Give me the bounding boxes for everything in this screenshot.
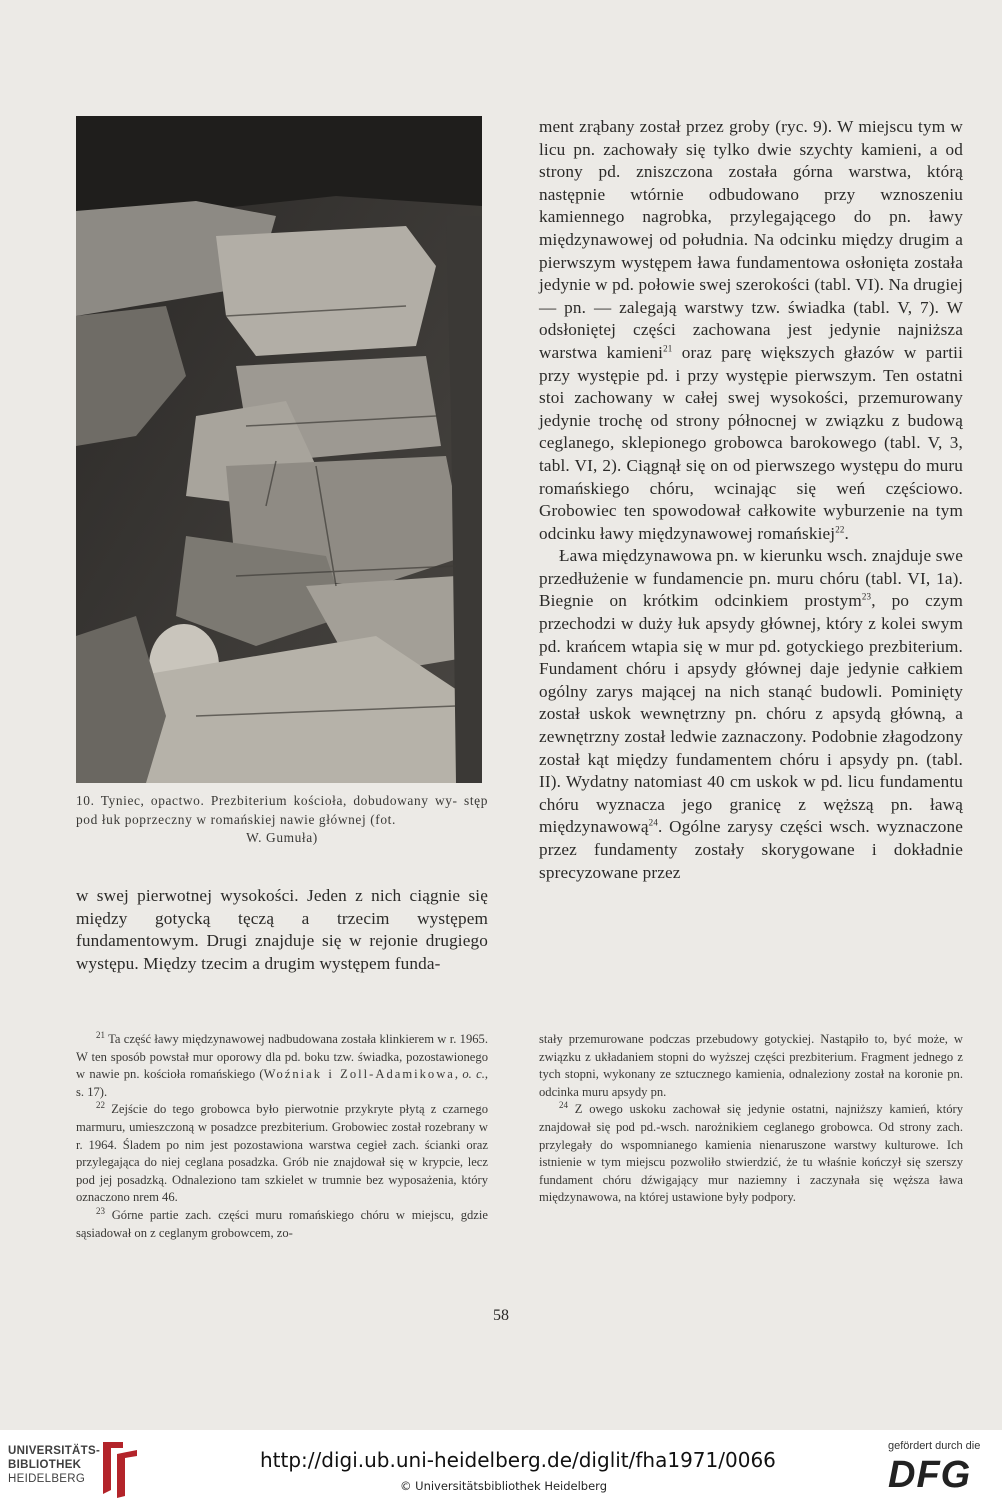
footnote-ref[interactable]: 21 xyxy=(663,343,673,354)
footer-bar xyxy=(0,1430,1002,1504)
footnotes-left xyxy=(76,1031,488,1242)
footnote-ref[interactable]: 24 xyxy=(648,817,658,828)
stone-wall-photo xyxy=(76,116,482,783)
page-number: 58 xyxy=(493,1307,509,1324)
permalink-url[interactable]: http://digi.ub.uni-heidelberg.de/diglit/fha1971/0066 xyxy=(260,1448,776,1472)
right-column-text xyxy=(539,116,963,884)
library-logo-icon xyxy=(97,1438,141,1498)
footnote-23: $^{23}$ Górne partie zach. części muru romańskiego chóru w miejscu, gdzie sąsiadował on z ceglanym grobowcem, zo- xyxy=(76,1205,488,1240)
paragraph: w swej pierwotnej wysokości. Jeden z nich ciągnie się między gotycką tęczą a trzecim występem fundamentowym. Drugi znajduje się w rejonie drugiego występu. Między tzecim a drugim występem funda- xyxy=(76,886,488,973)
funder-note: gefördert durch die xyxy=(888,1440,981,1452)
footnote-21: $^{21}$ Ta część ławy międzynawowej nadbudowana została klinkierem w r. 1965. W ten sposób powstał mur oporowy dla pd. boku tzw. świadka, pozostawionego w nawie pn. kościoła romańskiego (Woźniak i Zoll-Adamikowa, o. c., s. 17). xyxy=(76,1029,488,1099)
footnote-23-continued: stały przemurowane podczas przebudowy gotyckiej. Nastąpiło to, być może, w związku z układaniem stopni do wyższej części prezbiterium. Fragment jednego z tych stopni, wykonany ze sztucznego kamienia, odnaleziony został na koronie pn. odcinka muru apsydy pn. xyxy=(539,1032,963,1099)
figure-photo xyxy=(76,116,482,783)
copyright-notice: © Universitätsbibliothek Heidelberg xyxy=(400,1479,608,1493)
figure-caption xyxy=(76,792,488,848)
footnote-24: $^{24}$ Z owego uskoku zachował się jedynie ostatni, najniższy kamień, który znajdował się pod pd.-wsch. narożnikiem ceglanego grobowca. Od strony zach. przylegały do wspomnianego kamienia nienaruszone warstwy kulturowe. Ich istnienie w tym miejscu pozwoliło stwierdzić, że tu właśnie kończył się szerszy fundament chóru dźwigający mur naziemny i zaczynała się węższa ława międzynawowa, na której ustawione były podpory. xyxy=(539,1100,963,1205)
footnote-ref[interactable]: 23 xyxy=(861,591,872,602)
paragraph: ment zrąbany został przez groby (ryc. 9). W miejscu tym w licu pn. zachowały się tylko dwie szychty kamieni, a od strony pd. zniszczona została górna warstwa, którą następnie wtórnie odbudowano przy wznoszeniu kamiennego nagrobka, przylegającego do pn. ławy międzynawowej od południa. Na odcinku między drugim a pierwszym występem ława fundamentowa osłonięta została jedynie w pd. połowie swej szerokości (tabl. VI). Na drugiej — pn. — zalegają warstwy tzw. świadka (tabl. V, 7). W odsłoniętej części zachowana jest jedynie najniższa warstwa kamieni$^{21}$ oraz parę większych głazów w partii przy występie pd. i przy występie pierwszym. Ten ostatni stoi zachowany w całej swej wysokości, przemurowany jedynie trochę od strony północnej w związku z budową ceglanego, sklepionego grobowca barokowego (tabl. V, 3, tabl. VI, 2). Ciągnął się on od pierwszego występu do muru romańskiego chóru, wcinając się weń częściowo. Grobowiec ten spowodował całkowite wyburzenie na tym odcinku ławy międzynawowej romańskiej$^{22}$. xyxy=(539,117,963,543)
caption-line: stęp pod łuk poprzeczny w romańskiej nawie głównej (fot. xyxy=(76,793,488,827)
footnote-22: $^{22}$ Zejście do tego grobowca było pierwotnie przykryte płytą z czarnego marmuru, umieszczoną w posadzce prezbiterium. Grobowiec został rozebrany w r. 1964. Śladem po nim jest pozostawiona warstwa cegieł zach. ścianki oraz przylegająca do niej ceglana posadzka. Grób nie znajdował się w krypcie, lecz pod jej posadzką. Odnaleziono tam szkielet w trumnie bez wyposażenia, który oznaczono nrem 46. xyxy=(76,1100,488,1205)
footnote-ref[interactable]: 22 xyxy=(835,523,845,534)
paragraph: Ława międzynawowa pn. w kierunku wsch. znajduje swe przedłużenie w fundamencie pn. muru chóru (tabl. VI, 1a). Biegnie on krótkim odcinkiem prostym$^{23}$, po czym przechodzi w duży łuk apsydy głównej, który z kolei swym pd. krańcem wtapia się w mur pd. gotyckiego prezbiterium. Fundament chóru i apsydy głównej daje jedynie całkiem ogólny zarys mającej na nich stanąć budowli. Pominięty został uskok wewnętrzny pn. chóru z apsydą główną, a zewnętrzny został ledwie zaznaczony. Podobnie złagodzony został kąt między fundamentem chóru i apsydy pn. (tabl. II). Wydatny natomiast 40 cm uskok w pd. licu fundamentu chóru wyznacza jego granicę z węższą pn. ławą międzynawową$^{24}$. Ogólne zarysy części wsch. wyznaczone przez fundamenty zostały skorygowane i dokładnie sprecyzowane przez xyxy=(539,546,963,882)
caption-line: 10. Tyniec, opactwo. Prezbiterium kościoła, dobudowany wy- xyxy=(76,793,458,808)
library-logo-text: UNIVERSITÄTS- BIBLIOTHEK HEIDELBERG xyxy=(8,1445,101,1485)
left-column-text xyxy=(76,885,488,975)
caption-line: W. Gumuła) xyxy=(246,830,318,845)
dfg-logo: DFG xyxy=(888,1454,972,1496)
footnotes-right xyxy=(539,1031,963,1207)
